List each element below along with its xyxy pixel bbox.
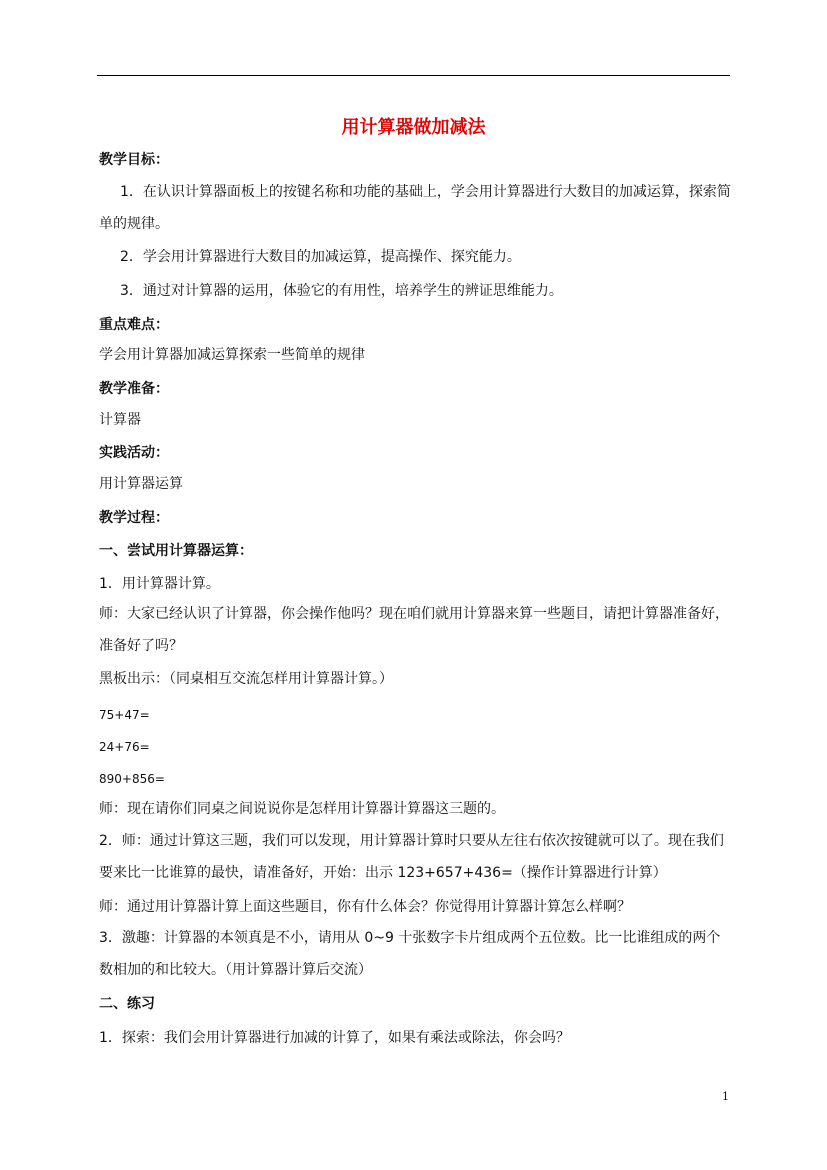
part1-heading: 一、尝试用计算器运算： (99, 543, 253, 559)
equation-1: 75+47= (99, 708, 150, 722)
goals-heading: 教学目标： (99, 152, 169, 168)
prep-text: 计算器 (99, 412, 141, 428)
key-text: 学会用计算器加减运算探索一些简单的规律 (99, 347, 365, 363)
process-heading: 教学过程： (99, 510, 169, 526)
paragraph-3: 黑板出示：（同桌相互交流怎样用计算器计算。） (99, 671, 393, 687)
document-title: 用计算器做加减法 (341, 117, 486, 138)
part2-heading: 二、练习 (99, 996, 155, 1012)
paragraph-7: 3．激趣：计算器的本领真是不小，请用从 0~9 十张数字卡片组成两个五位数。比一比谁组成的两个数相加的和比较大。（用计算器计算后交流） (99, 930, 721, 978)
key-heading: 重点难点： (99, 317, 169, 333)
equation-3: 890+856= (99, 772, 165, 786)
goal-1: 1．在认识计算器面板上的按键名称和功能的基础上，学会用计算器进行大数目的加减运算，探索简单的规律。 (99, 184, 731, 232)
paragraph-8: 1．探索：我们会用计算器进行加减的计算了，如果有乘法或除法，你会吗？ (99, 1030, 570, 1046)
equation-2: 24+76= (99, 740, 150, 754)
goal-3: 3．通过对计算器的运用，体验它的有用性，培养学生的辨证思维能力。 (120, 283, 563, 299)
header-rule (97, 75, 730, 76)
paragraph-1: 1．用计算器计算。 (99, 576, 220, 592)
activity-heading: 实践活动： (99, 445, 169, 461)
goal-2: 2．学会用计算器进行大数目的加减运算，提高操作、探究能力。 (120, 249, 521, 265)
paragraph-5: 2．师：通过计算这三题，我们可以发现，用计算器计算时只要从左往右依次按键就可以了。现在我们要来比一比谁算的最快，请准备好，开始：出示 123+657+436=（操作计算器进行计算） (99, 833, 724, 881)
paragraph-6: 师：通过用计算器计算上面这些题目，你有什么体会？你觉得用计算器计算怎么样啊？ (99, 899, 631, 915)
paragraph-2: 师：大家已经认识了计算器，你会操作他吗？现在咱们就用计算器来算一些题目，请把计算器准备好，准备好了吗？ (99, 606, 729, 654)
activity-text: 用计算器运算 (99, 476, 183, 492)
paragraph-4: 师：现在请你们同桌之间说说你是怎样用计算器计算器这三题的。 (99, 801, 505, 817)
prep-heading: 教学准备： (99, 381, 169, 397)
page-number: 1 (722, 1090, 729, 1103)
